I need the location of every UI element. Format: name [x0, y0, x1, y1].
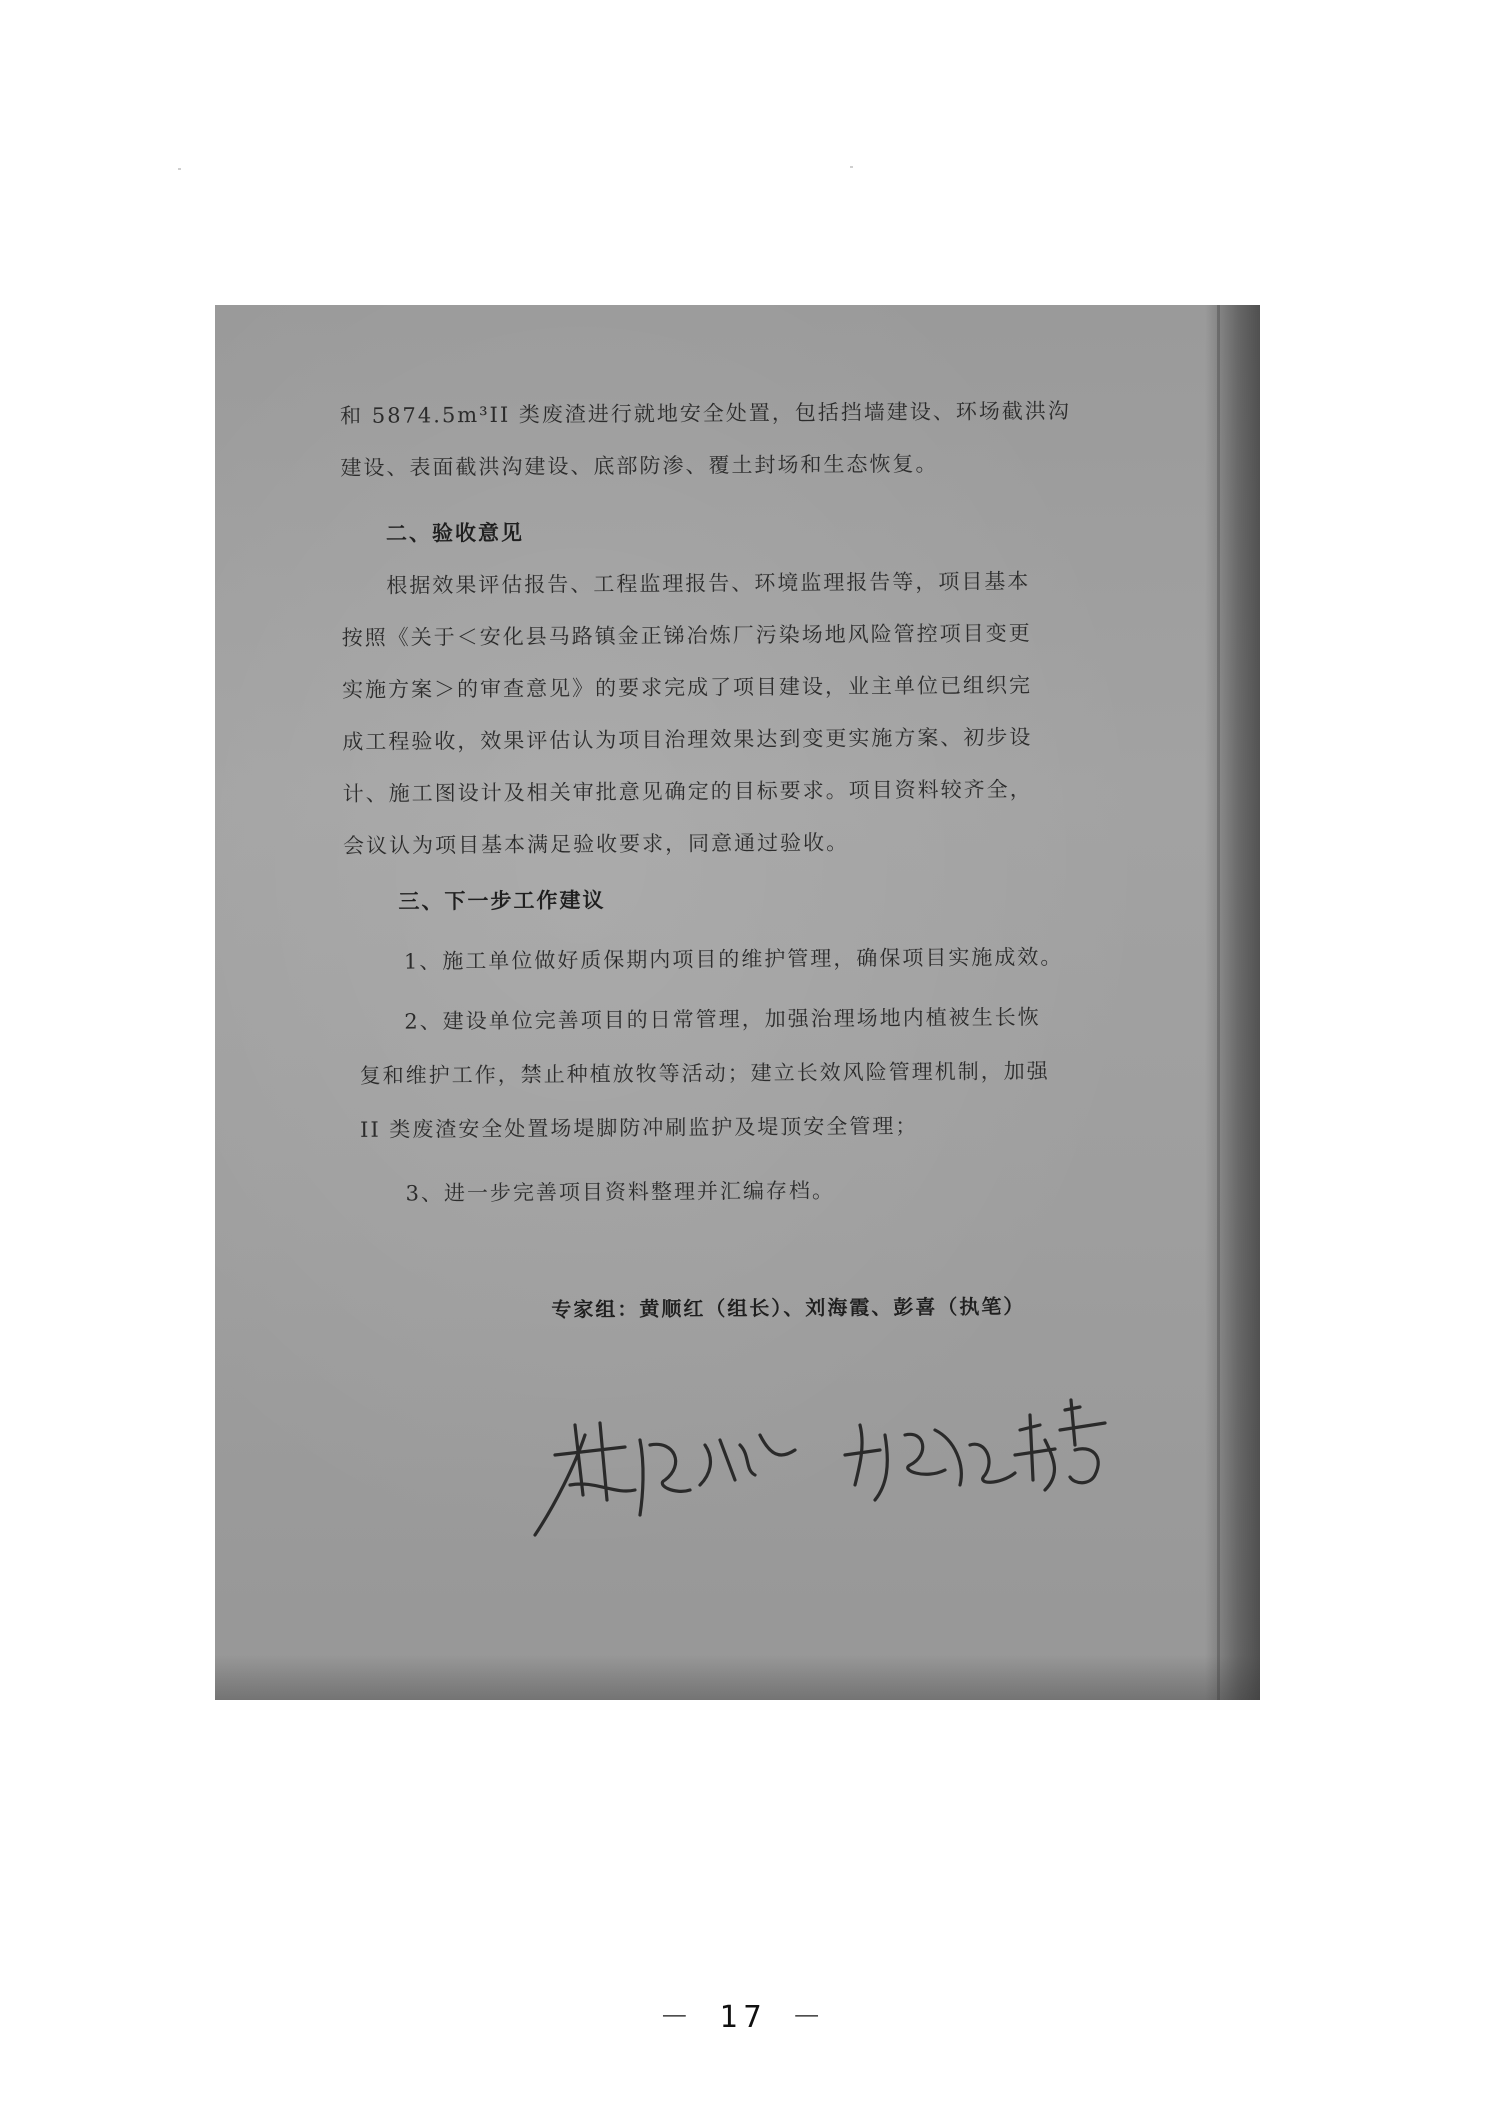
body-line: 成工程验收，效果评估认为项目治理效果达到变更实施方案、初步设: [342, 725, 1033, 754]
scan-fold-line: [1217, 305, 1220, 1700]
scan-bottom-shadow: [215, 1655, 1260, 1700]
handwritten-signatures: [515, 1385, 1115, 1545]
list-item-continuation: II 类废渣安全处置场堤脚防冲刷监护及堤顶安全管理；: [360, 1113, 919, 1142]
section-heading-acceptance: 二、验收意见: [385, 519, 525, 546]
list-item: 3、进一步完善项目资料整理并汇编存档。: [405, 1178, 835, 1206]
body-line: 会议认为项目基本满足验收要求，同意通过验收。: [343, 830, 850, 858]
body-line: 计、施工图设计及相关审批意见确定的目标要求。项目资料较齐全，: [342, 777, 1033, 806]
signature-drawing: [515, 1385, 1115, 1545]
body-line: 按照《关于＜安化县马路镇金正锑冶炼厂污染场地风险管控项目变更: [341, 621, 1032, 650]
list-item: 1、施工单位做好质保期内项目的维护管理，确保项目实施成效。: [403, 944, 1064, 974]
scan-edge-shadow: [1205, 305, 1260, 1700]
list-item-continuation: 复和维护工作，禁止种植放牧等活动；建立长效风险管理机制，加强: [359, 1059, 1050, 1088]
body-line: 和 5874.5m³II 类废渣进行就地安全处置，包括挡墙建设、环场截洪沟: [340, 398, 1071, 428]
expert-group-line: 专家组：黄顺红（组长）、刘海霞、彭喜（执笔）: [551, 1294, 1026, 1322]
section-heading-next-steps: 三、下一步工作建议: [398, 887, 606, 914]
body-line: 建设、表面截洪沟建设、底部防渗、覆土封场和生态恢复。: [340, 451, 939, 480]
document-body: [340, 395, 1085, 1322]
scanned-document-photo: [215, 305, 1260, 1700]
scan-dust: [850, 166, 853, 168]
list-item: 2、建设单位完善项目的日常管理，加强治理场地内植被生长恢: [404, 1005, 1041, 1034]
body-line: 实施方案＞的审查意见》的要求完成了项目建设，业主单位已组织完: [341, 673, 1033, 702]
body-line: 根据效果评估报告、工程监理报告、环境监理报告等，项目基本: [386, 569, 1031, 598]
page-number: － 17 －: [659, 2000, 828, 2035]
scan-dust: [178, 168, 181, 170]
